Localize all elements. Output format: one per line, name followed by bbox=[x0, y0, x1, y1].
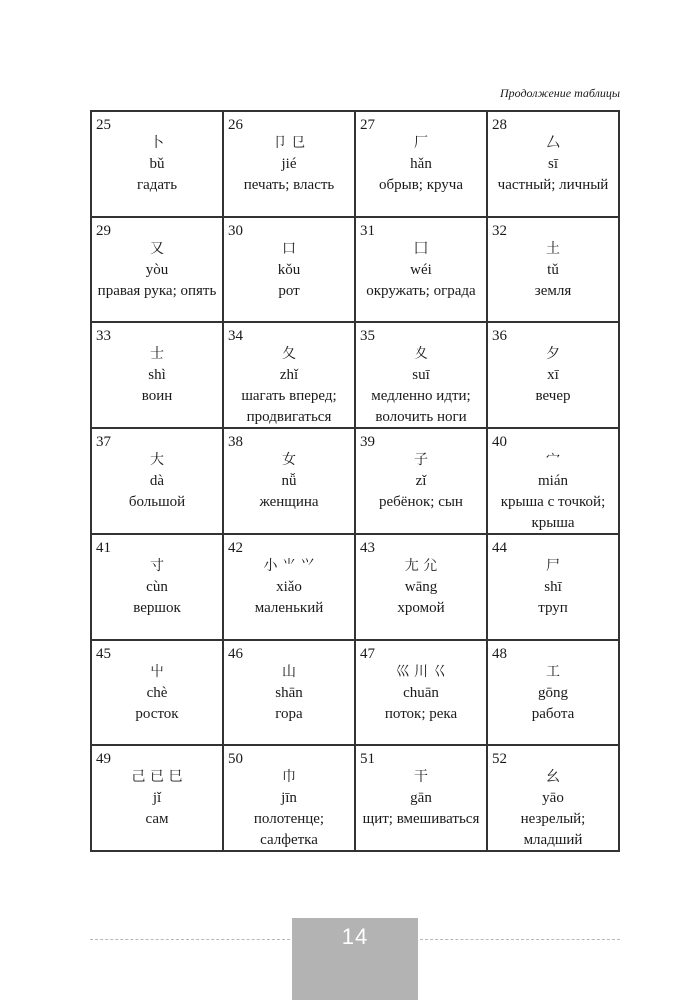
pinyin: jié bbox=[281, 156, 297, 172]
pinyin: chuān bbox=[403, 684, 439, 701]
pinyin: jǐ bbox=[152, 790, 162, 807]
table-cell bbox=[355, 217, 487, 323]
pinyin: shī bbox=[544, 578, 562, 595]
radical-character: 大 bbox=[150, 452, 164, 469]
pinyin: zhǐ bbox=[279, 367, 299, 384]
table-cell bbox=[223, 217, 355, 323]
translation: рот bbox=[278, 282, 300, 299]
table-cell bbox=[223, 534, 355, 640]
radical-character: 尢 尣 bbox=[404, 557, 438, 574]
radical-character: 土 bbox=[546, 240, 560, 257]
radical-character: 子 bbox=[414, 452, 428, 469]
translation: ребёнок; сын bbox=[379, 494, 463, 511]
translation: правая рука; опять bbox=[97, 282, 217, 299]
table-cell bbox=[487, 111, 619, 217]
table-cell bbox=[91, 428, 223, 534]
translation: окружать; ограда bbox=[366, 282, 476, 299]
translation: вершок bbox=[133, 599, 181, 616]
radical-character: 卜 bbox=[150, 135, 164, 151]
translation: маленький bbox=[254, 599, 324, 616]
radical-character: 厶 bbox=[546, 135, 560, 151]
entry-number: 36 bbox=[492, 328, 507, 345]
translation: вечер bbox=[535, 388, 571, 405]
entry-number: 47 bbox=[360, 645, 375, 662]
entry-number: 41 bbox=[96, 539, 111, 556]
entry-number: 25 bbox=[96, 117, 111, 133]
table-cell bbox=[355, 640, 487, 746]
entry-number: 30 bbox=[228, 222, 243, 239]
pinyin: nǚ bbox=[281, 473, 297, 490]
translation: большой bbox=[128, 494, 186, 511]
table-cell bbox=[91, 322, 223, 428]
translation: гадать bbox=[136, 177, 178, 193]
pinyin: bǔ bbox=[149, 156, 165, 172]
entry-number: 42 bbox=[228, 539, 243, 556]
table-cell bbox=[355, 111, 487, 217]
table-cell bbox=[355, 322, 487, 428]
radical-character: 屮 bbox=[150, 663, 164, 680]
translation: поток; река bbox=[384, 705, 458, 722]
translation: земля bbox=[534, 282, 572, 299]
radical-character: 山 bbox=[282, 663, 296, 680]
entry-number: 26 bbox=[228, 117, 243, 133]
entry-number: 35 bbox=[360, 328, 375, 345]
table-cell bbox=[91, 745, 223, 851]
radical-character: 夕 bbox=[546, 346, 560, 363]
table-cell bbox=[487, 534, 619, 640]
pinyin: sī bbox=[547, 156, 558, 172]
pinyin: mián bbox=[538, 473, 568, 490]
radical-character: 囗 bbox=[414, 240, 428, 257]
radical-character: 夂 bbox=[282, 346, 296, 363]
radical-character: 小 ⺌ ⺍ bbox=[263, 557, 315, 574]
page-number-box bbox=[292, 918, 418, 1000]
pinyin: suī bbox=[412, 367, 430, 384]
translation: женщина bbox=[259, 494, 319, 511]
footer-dashed-line-right bbox=[420, 939, 620, 940]
translation: росток bbox=[135, 705, 179, 722]
pinyin: gōng bbox=[538, 684, 568, 701]
pinyin: shān bbox=[275, 684, 303, 701]
translation: щит; вмешиваться bbox=[362, 811, 480, 828]
entry-number: 45 bbox=[96, 645, 111, 662]
radical-character: 巛 川 巜 bbox=[395, 663, 447, 680]
entry-number: 39 bbox=[360, 434, 375, 451]
entry-number: 51 bbox=[360, 751, 375, 768]
radical-character: 士 bbox=[150, 346, 164, 363]
radical-character: 厂 bbox=[414, 135, 428, 151]
entry-number: 46 bbox=[228, 645, 243, 662]
table-cell bbox=[355, 428, 487, 534]
entry-number: 38 bbox=[228, 434, 243, 451]
radical-character: 口 bbox=[282, 240, 296, 257]
entry-number: 27 bbox=[360, 117, 375, 133]
radical-character: 女 bbox=[282, 452, 296, 469]
translation: частный; личный bbox=[497, 177, 609, 193]
translation: воин bbox=[141, 388, 173, 405]
table-cell bbox=[223, 322, 355, 428]
entry-number: 43 bbox=[360, 539, 375, 556]
pinyin: dà bbox=[149, 473, 165, 490]
translation: гора bbox=[275, 705, 303, 722]
translation: обрыв; круча bbox=[378, 177, 463, 193]
footer-dashed-line-left bbox=[90, 939, 290, 940]
translation: сам bbox=[145, 811, 169, 828]
translation: печать; власть bbox=[243, 177, 335, 193]
translation: незрелый; младший bbox=[520, 811, 586, 849]
pinyin: cùn bbox=[146, 578, 168, 595]
radical-character: 工 bbox=[546, 663, 560, 680]
entry-number: 34 bbox=[228, 328, 243, 345]
radical-character: 尸 bbox=[546, 557, 560, 574]
table-cell bbox=[91, 534, 223, 640]
translation: медленно идти; волочить ноги bbox=[371, 388, 471, 426]
table-cell bbox=[91, 640, 223, 746]
table-cell bbox=[223, 428, 355, 534]
radical-character: 卩 㔾 bbox=[272, 135, 306, 151]
pinyin: jīn bbox=[281, 790, 297, 807]
pinyin: yāo bbox=[542, 790, 564, 807]
table-cell bbox=[487, 428, 619, 534]
table-cell bbox=[487, 640, 619, 746]
translation: работа bbox=[531, 705, 575, 722]
table-cell bbox=[223, 745, 355, 851]
radical-character: 巾 bbox=[282, 769, 296, 786]
translation: хромой bbox=[397, 599, 445, 616]
table-cell bbox=[223, 111, 355, 217]
table-cell bbox=[487, 745, 619, 851]
radical-character: 又 bbox=[150, 240, 164, 257]
entry-number: 33 bbox=[96, 328, 111, 345]
radicals-table bbox=[90, 110, 620, 852]
table-cell bbox=[487, 217, 619, 323]
entry-number: 49 bbox=[96, 751, 111, 768]
table-cell bbox=[487, 322, 619, 428]
entry-number: 52 bbox=[492, 751, 507, 768]
radical-character: 夊 bbox=[414, 346, 428, 363]
table-continuation-caption: Продолжение таблицы bbox=[499, 86, 620, 100]
pinyin: gān bbox=[410, 790, 432, 807]
table-cell bbox=[355, 534, 487, 640]
pinyin: xī bbox=[547, 367, 559, 384]
radical-character: 宀 bbox=[546, 452, 560, 469]
radical-character: 寸 bbox=[150, 557, 164, 574]
entry-number: 31 bbox=[360, 222, 375, 239]
entry-number: 32 bbox=[492, 222, 507, 239]
translation: труп bbox=[538, 599, 568, 616]
pinyin: wéi bbox=[410, 261, 432, 278]
pinyin: shì bbox=[148, 367, 166, 384]
table-cell bbox=[91, 111, 223, 217]
pinyin: yòu bbox=[145, 261, 169, 278]
radical-character: 己 已 巳 bbox=[131, 769, 183, 786]
pinyin: kǒu bbox=[277, 261, 301, 278]
entry-number: 50 bbox=[228, 751, 243, 768]
entry-number: 37 bbox=[96, 434, 111, 451]
pinyin: zǐ bbox=[415, 473, 427, 490]
pinyin: chè bbox=[146, 684, 168, 701]
translation: крыша с точкой; крыша bbox=[500, 494, 606, 532]
pinyin: wāng bbox=[404, 578, 438, 595]
pinyin: hǎn bbox=[410, 156, 432, 172]
table-cell bbox=[91, 217, 223, 323]
pinyin: tǔ bbox=[547, 261, 559, 278]
translation: полотенце; салфетка bbox=[253, 811, 325, 849]
page-number: 14 bbox=[341, 924, 369, 949]
translation: шагать вперед; продвигаться bbox=[241, 388, 337, 426]
entry-number: 40 bbox=[492, 434, 507, 451]
entry-number: 44 bbox=[492, 539, 507, 556]
radical-character: 幺 bbox=[546, 769, 560, 786]
radical-character: 干 bbox=[414, 769, 428, 786]
entry-number: 29 bbox=[96, 222, 111, 239]
entry-number: 48 bbox=[492, 645, 507, 662]
entry-number: 28 bbox=[492, 117, 507, 133]
table-cell bbox=[355, 745, 487, 851]
pinyin: xiǎo bbox=[276, 578, 302, 595]
table-cell bbox=[223, 640, 355, 746]
